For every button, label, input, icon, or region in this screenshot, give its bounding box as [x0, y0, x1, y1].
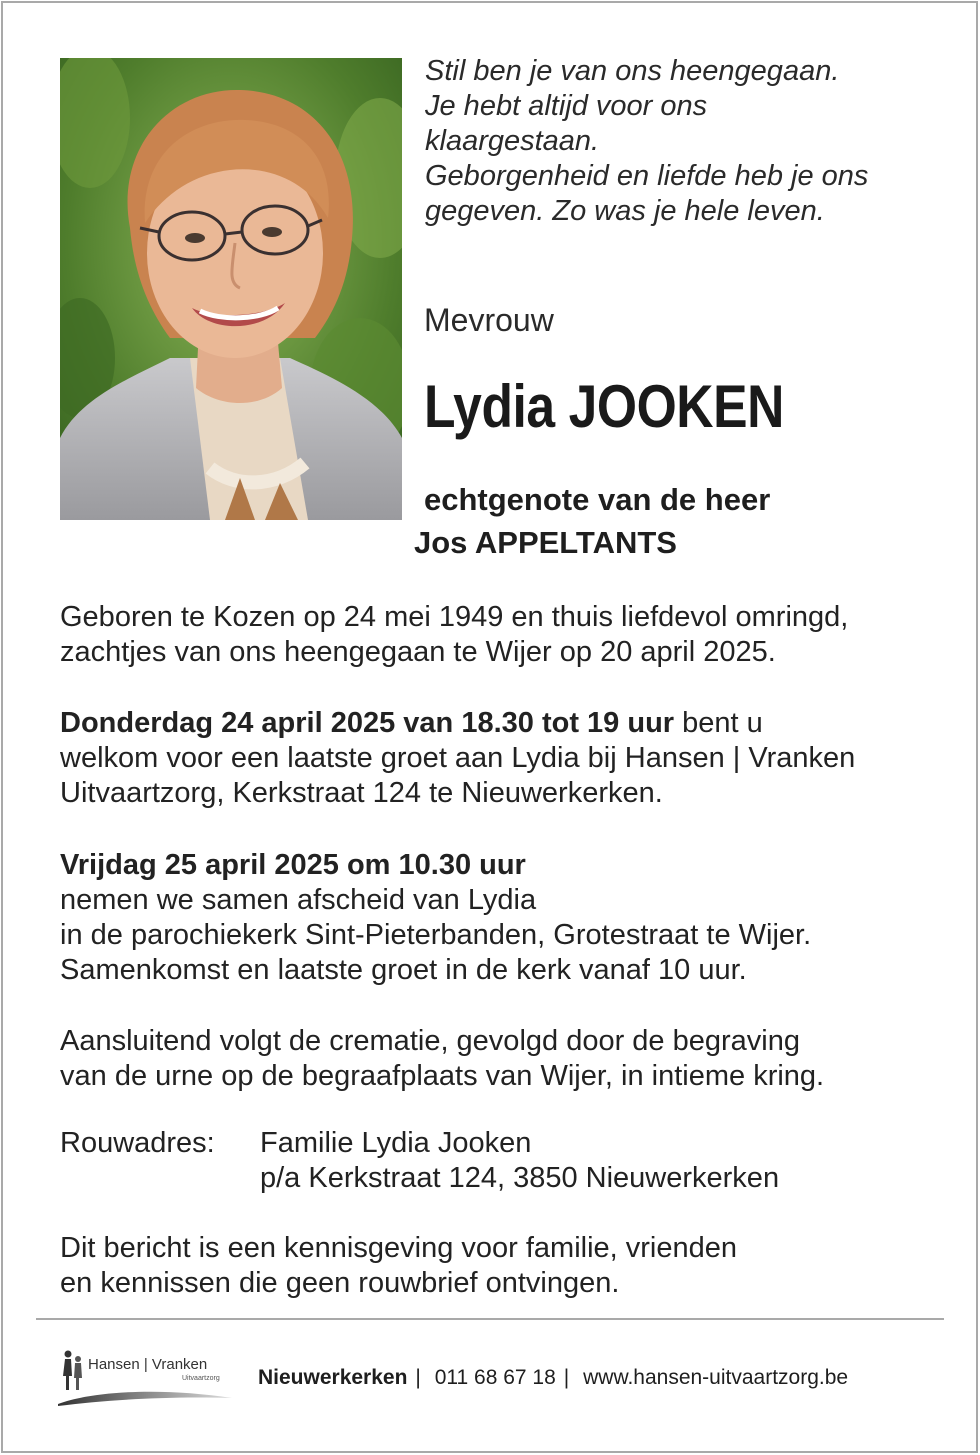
paragraph-line: zachtjes van ons heengegaan te Wijer op 20 april 2025.: [60, 636, 776, 668]
spouse-intro: echtgenote van de heer: [424, 482, 771, 517]
visitation-text: bent u: [674, 707, 763, 739]
ceremony-date-text: Vrijdag 25 april 2025 om 10.30 uur: [60, 849, 526, 881]
funeral-home-logo: [56, 1346, 236, 1412]
poem-line: Je hebt altijd voor ons: [425, 90, 708, 122]
paragraph-line: en kennissen die geen rouwbrief ontvingen.: [60, 1267, 620, 1299]
footer-divider: [36, 1318, 944, 1320]
portrait-photo: [60, 58, 402, 520]
paragraph-line: Geboren te Kozen op 24 mei 1949 en thuis liefdevol omringd,: [60, 601, 849, 633]
paragraph-line: Aansluitend volgt de crematie, gevolgd door de begraving: [60, 1025, 800, 1057]
poem-line: Geborgenheid en liefde heb je ons: [425, 160, 869, 192]
paragraph-line: in de parochiekerk Sint-Pieterbanden, Grotestraat te Wijer.: [60, 919, 812, 951]
paragraph-line: welkom voor een laatste groet aan Lydia bij Hansen | Vranken: [60, 742, 856, 774]
footer-contact: [258, 1366, 848, 1390]
footer-website: www.hansen-uitvaartzorg.be: [583, 1366, 849, 1389]
visitation-paragraph: [60, 706, 940, 811]
address-label: Rouwadres:: [60, 1127, 215, 1159]
ceremony-paragraph: [60, 848, 940, 988]
visitation-date: Donderdag 24 april 2025 van 18.30 tot 19 uur: [60, 707, 675, 739]
logo-subtext: Uitvaartzorg: [182, 1375, 220, 1382]
notice-paragraph: [60, 1231, 940, 1301]
poem-line: klaargestaan.: [425, 125, 600, 157]
footer-phone: 011 68 67 18: [434, 1366, 556, 1389]
address-lines: [260, 1126, 779, 1196]
footer-separator: |: [415, 1366, 421, 1389]
paragraph-line: Uitvaartzorg, Kerkstraat 124 te Nieuwerkerken.: [60, 777, 663, 809]
ceremony-date: [60, 848, 940, 883]
paragraph-line: Dit bericht is een kennisgeving voor familie, vrienden: [60, 1232, 738, 1264]
spouse-name: Jos APPELTANTS: [414, 525, 677, 560]
footer-separator: |: [563, 1366, 570, 1389]
birth-paragraph: [60, 600, 940, 670]
cremation-paragraph: [60, 1024, 940, 1094]
paragraph-line: [60, 706, 940, 741]
poem: [425, 54, 945, 229]
poem-line: Stil ben je van ons heengegaan.: [425, 55, 840, 87]
deceased-name: Lydia JOOKEN: [424, 373, 784, 440]
poem-line: gegeven. Zo was je hele leven.: [425, 195, 825, 227]
paragraph-line: nemen we samen afscheid van Lydia: [60, 884, 537, 916]
address-line: Familie Lydia Jooken: [260, 1127, 532, 1159]
logo-text: Hansen | Vranken: [88, 1356, 208, 1373]
paragraph-line: Samenkomst en laatste groet in de kerk vanaf 10 uur.: [60, 954, 747, 986]
address-line: p/a Kerkstraat 124, 3850 Nieuwerkerken: [260, 1162, 780, 1194]
paragraph-line: van de urne op de begraafplaats van Wijer, in intieme kring.: [60, 1060, 825, 1092]
footer-city: Nieuwerkerken: [258, 1366, 408, 1389]
salutation: Mevrouw: [424, 302, 554, 338]
